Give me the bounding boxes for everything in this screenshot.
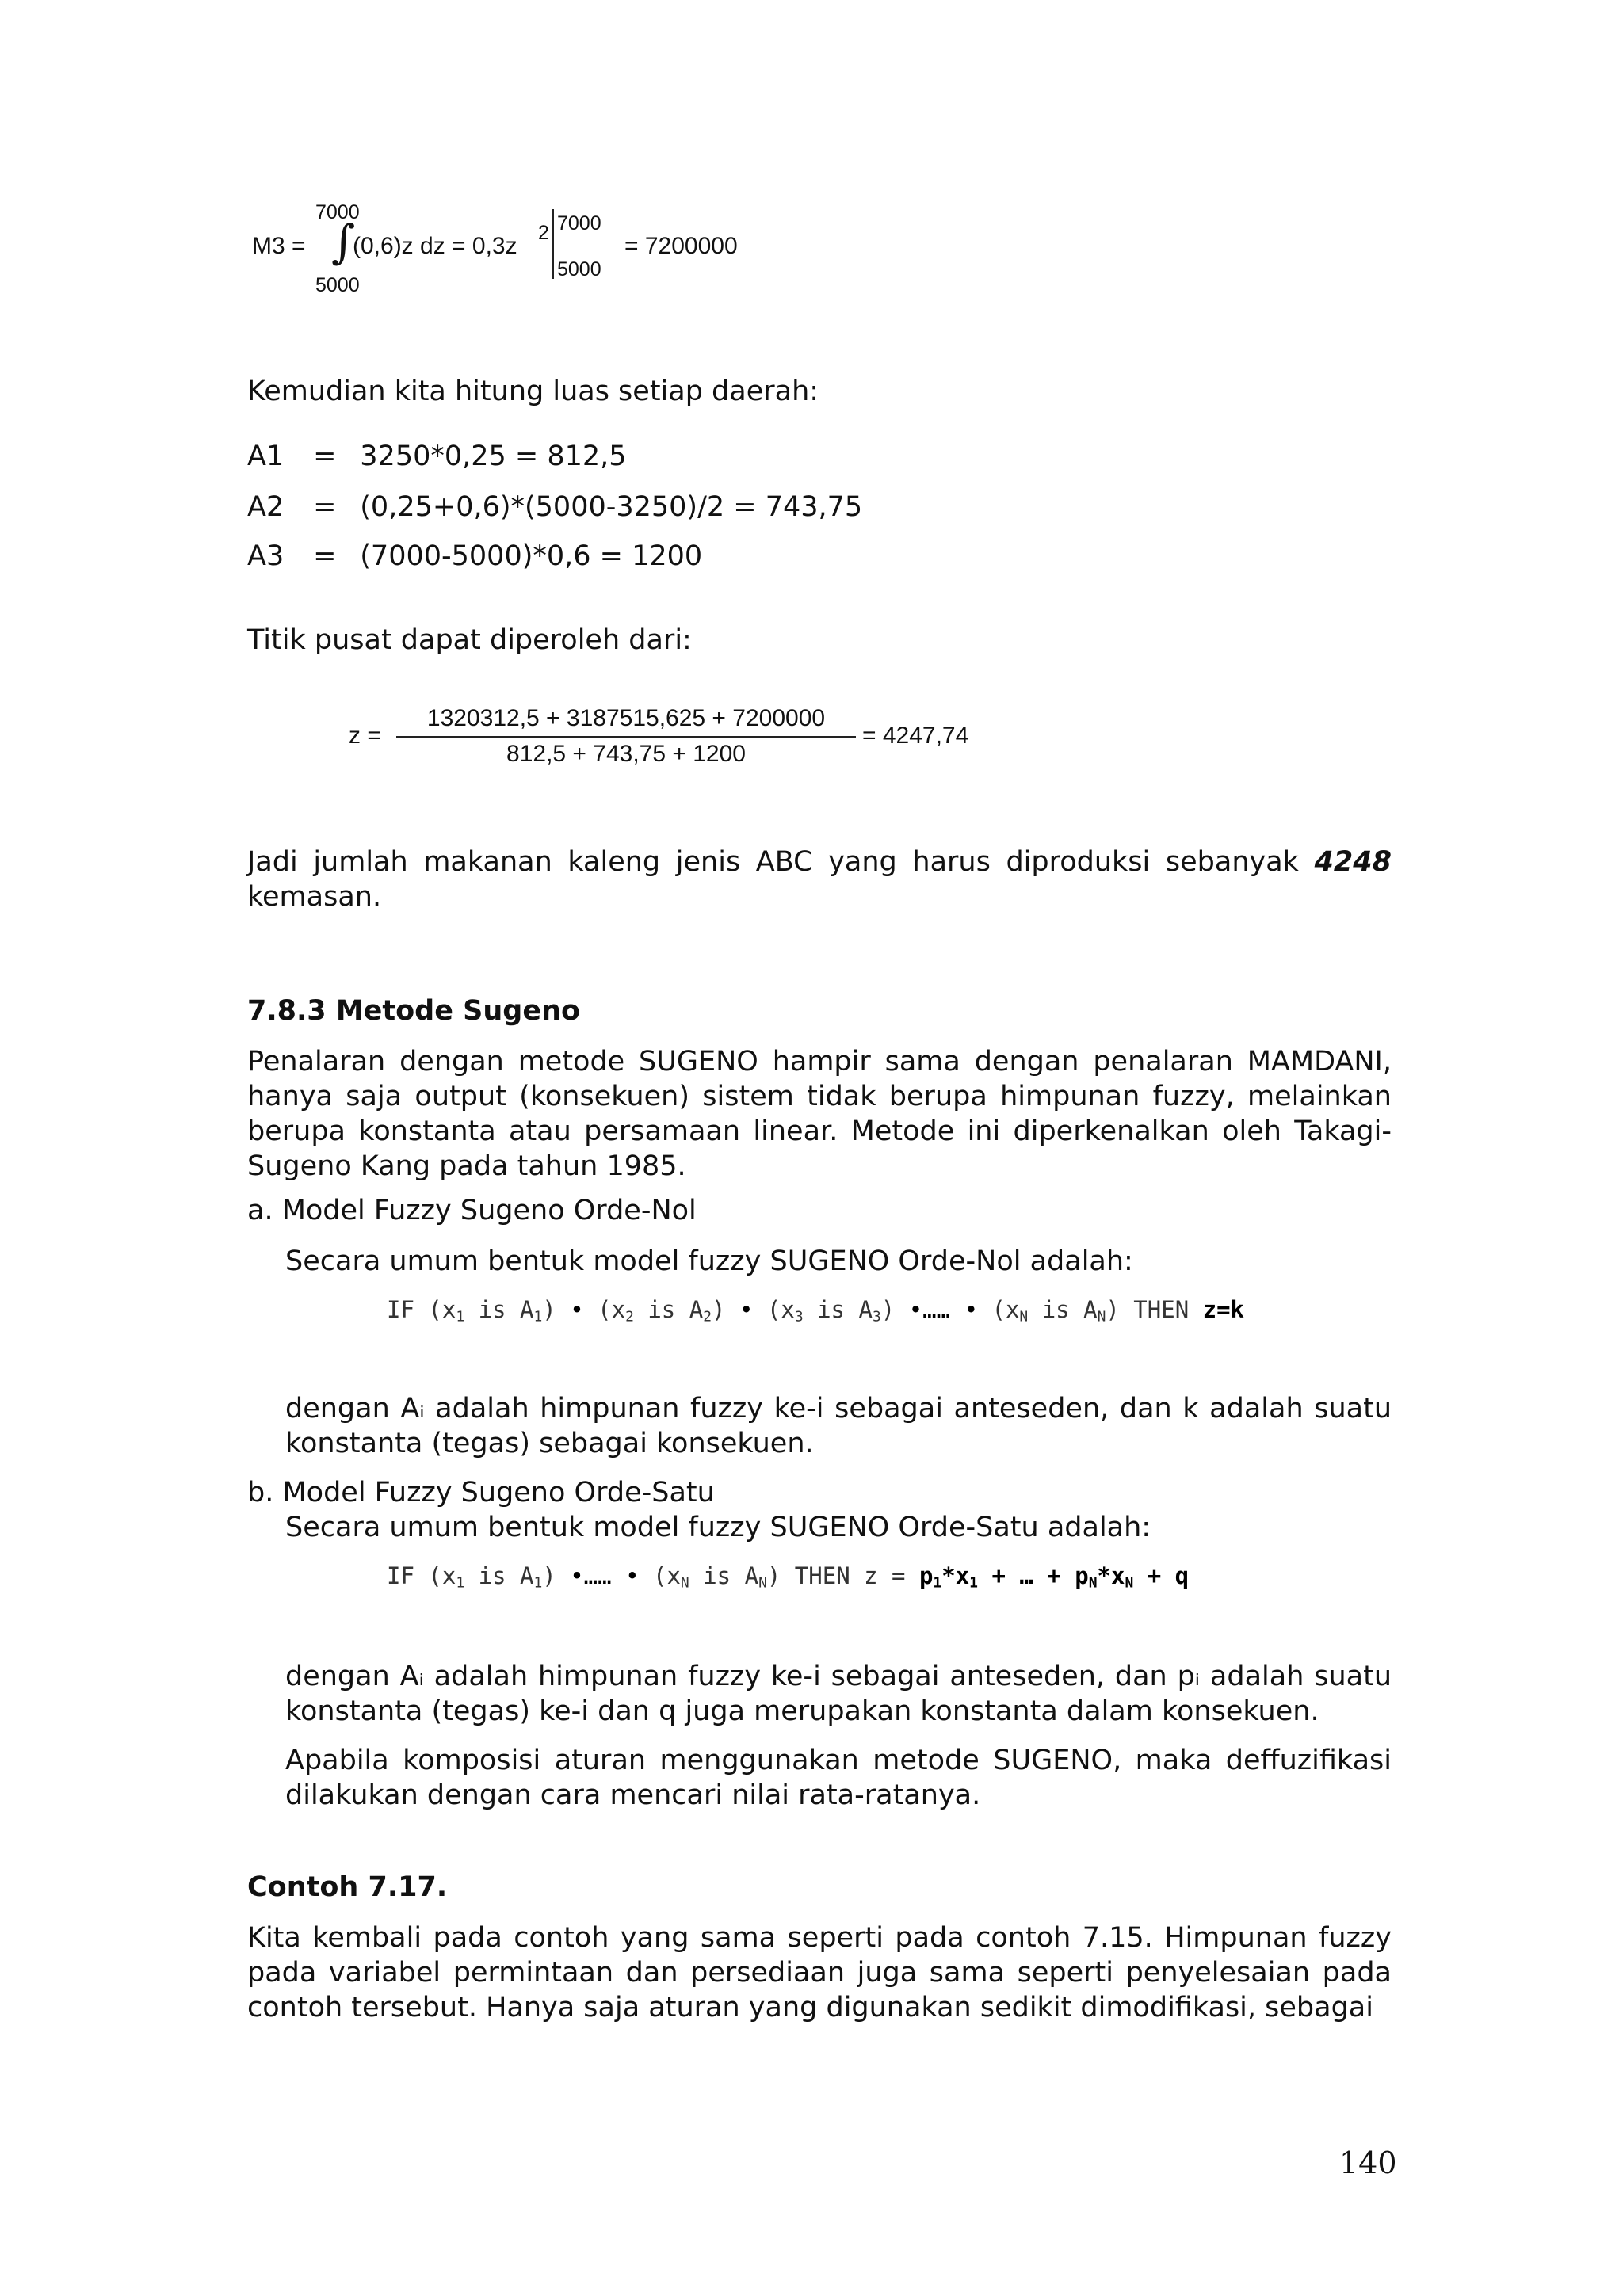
fraction-bar: [396, 736, 856, 738]
section-heading: 7.8.3 Metode Sugeno: [247, 995, 581, 1027]
page-number: 140: [1339, 2145, 1397, 2180]
rule-order-one: IF ($x_1$ is $A_1$) •…… • ($x_N$ is $A_N$) THEN $z = p_1*x_1$ + … + $p_N*x_N + q$: [387, 1562, 1190, 1592]
m3-integrand: (0,6)z dz = 0,3z: [353, 233, 517, 259]
item-a-description: dengan Aᵢ adalah himpunan fuzzy ke-i sebagai anteseden, dan k adalah suatu konstanta (tegas) sebagai konsekuen.: [285, 1393, 1392, 1459]
item-a-intro: Secara umum bentuk model fuzzy SUGENO Orde-Nol adalah:: [285, 1245, 1133, 1277]
item-b-description: dengan Aᵢ adalah himpunan fuzzy ke-i sebagai anteseden, dan pᵢ adalah suatu konstanta (tegas) ke-i dan q juga merupakan konstanta dalam konsekuen.: [285, 1661, 1392, 1727]
integral-lower-limit: 5000: [315, 274, 360, 296]
item-a-label: a. Model Fuzzy Sugeno Orde-Nol: [247, 1195, 697, 1226]
item-b-defuzzification: Apabila komposisi aturan menggunakan metode SUGENO, maka deffuzifikasi dilakukan dengan cara mencari nilai rata-ratanya.: [285, 1745, 1392, 1811]
centroid-denominator: 812,5 + 743,75 + 1200: [506, 741, 746, 767]
m3-power: 2: [538, 222, 549, 244]
conclusion-text: Jadi jumlah makanan kaleng jenis ABC yang harus diproduksi sebanyak: [247, 846, 1299, 878]
area-equals: =: [313, 540, 337, 572]
area-equals: =: [313, 491, 337, 523]
area-expression: (0,25+0,6)*(5000-3250)/2 = 743,75: [360, 491, 863, 523]
area-equals: =: [313, 441, 337, 472]
area-name: A1: [247, 441, 285, 472]
area-expression: (7000-5000)*0,6 = 1200: [360, 540, 703, 572]
area-name: A2: [247, 491, 285, 523]
conclusion-unit: kemasan.: [247, 881, 382, 913]
conclusion-line: [247, 845, 1392, 879]
integral-upper-limit: 7000: [315, 201, 360, 223]
area-name: A3: [247, 540, 285, 572]
area-row: [247, 490, 862, 524]
integral-sign-icon: ∫: [331, 215, 356, 269]
example-heading: Contoh 7.17.: [247, 1871, 448, 1903]
example-paragraph: Kita kembali pada contoh yang sama seperti pada contoh 7.15. Himpunan fuzzy pada variabel permintaan dan persediaan juga sama seperti penyelesaian pada contoh tersebut. Hanya saja aturan yang digunakan sedikit dimodifikasi, sebagai: [247, 1922, 1392, 2023]
conclusion-value: 4248: [1314, 846, 1392, 878]
evaluation-bar: [552, 209, 554, 279]
evaluation-upper: 7000: [557, 212, 601, 235]
rule-order-zero: IF ($x_1$ is $A_1$) • ($x_2$ is $A_2$) • ($x_3$ is $A_3$) •…… • ($x_N$ is $A_N$) THEN z=k: [387, 1296, 1244, 1325]
m3-label: M3 =: [252, 233, 306, 259]
evaluation-lower: 5000: [557, 258, 601, 280]
item-b-label: b. Model Fuzzy Sugeno Orde-Satu: [247, 1477, 715, 1508]
area-intro: Kemudian kita hitung luas setiap daerah:: [247, 376, 819, 407]
section-paragraph: Penalaran dengan metode SUGENO hampir sama dengan penalaran MAMDANI, hanya saja output (konsekuen) sistem tidak berupa himpunan fuzzy, melainkan berupa konstanta atau persamaan linear. Metode ini diperkenalkan oleh Takagi-Sugeno Kang pada tahun 1985.: [247, 1046, 1392, 1182]
centroid-numerator: 1320312,5 + 3187515,625 + 7200000: [426, 705, 826, 731]
area-row: [247, 439, 627, 474]
centroid-result: = 4247,74: [862, 723, 969, 749]
area-row: [247, 539, 702, 574]
item-b-intro: Secara umum bentuk model fuzzy SUGENO Orde-Satu adalah:: [285, 1512, 1151, 1543]
m3-result: = 7200000: [624, 233, 738, 259]
centroid-label: z =: [349, 723, 381, 749]
area-expression: 3250*0,25 = 812,5: [360, 441, 627, 472]
centroid-intro: Titik pusat dapat diperoleh dari:: [247, 624, 692, 656]
